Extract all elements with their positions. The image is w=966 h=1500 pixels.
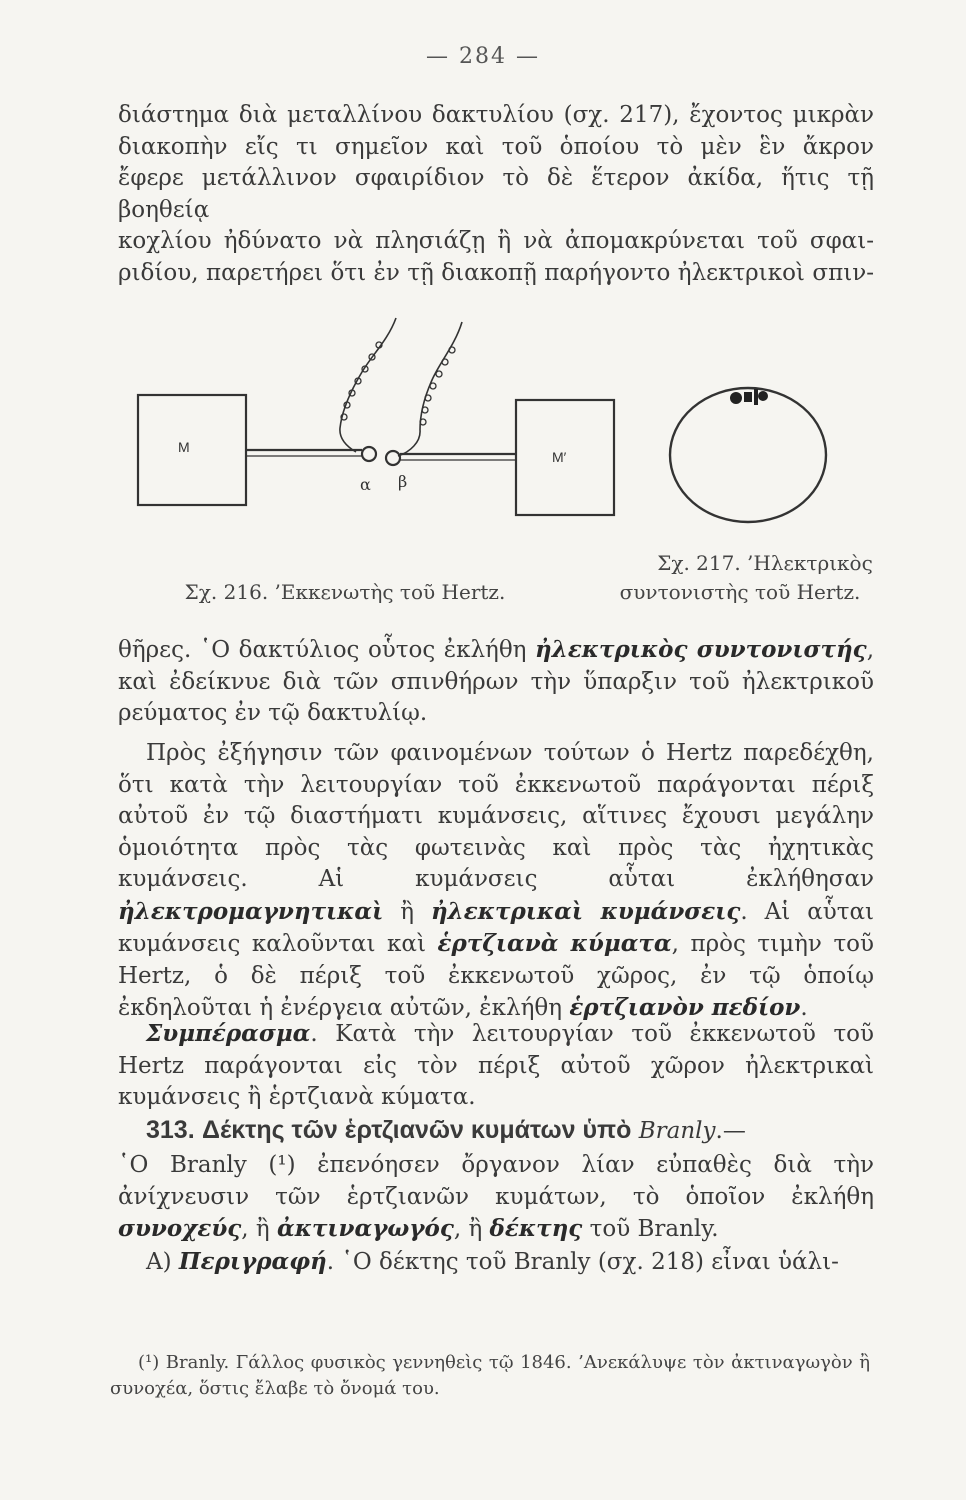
label-alpha: α (360, 475, 371, 494)
page-number: — 284 — (426, 44, 540, 69)
paragraph-3: Πρὸς ἐξήγησιν τῶν φαινομένων τούτων ὁ Hertz παρεδέχθη, ὅτι κατὰ τὴν λειτουργίαν τοῦ ἐκκενωτοῦ παράγονται πέριξ αὐτοῦ ἐν τῷ διαστήματι κυμάνσεις, αἵτινες ἔχουσι μεγάλην ὁμοιότητα πρὸς τὰς φωτεινὰς καὶ πρὸς τὰς ἠχητικὰς κυμάνσεις. Αἱ κυμάνσεις αὗται ἐκλήθησαν ἠλεκτρομαγνητικαὶ ἢ ἠλεκτρικαὶ κυμάνσεις. Αἱ αὗται κυμάνσεις καλοῦνται καὶ ἑρτζιανὰ κύματα, πρὸς τιμὴν τοῦ Hertz, ὁ δὲ πέριξ τοῦ ἐκκενωτοῦ χῶρος, ἐν τῷ ὁποίῳ ἐκδηλοῦται ἡ ἐνέργεια αὐτῶν, ἐκλήθη ἑρτζιανὸν πεδίον. (118, 740, 875, 1021)
section-heading-313: 313. Δέκτης τῶν ἑρτζιανῶν κυμάτων ὑπὸ Branly.— (146, 1116, 746, 1144)
text-line: κοχλίου ἠδύνατο νὰ πλησιάζῃ ἢ νὰ ἀπομακρύνεται τοῦ σφαι- (118, 228, 874, 254)
paragraph-2: θῆρες. ῾Ο δακτύλιος οὗτος ἐκλήθη ἠλεκτρικὸς συντονιστής, καὶ ἐδείκνυε διὰ τῶν σπινθήρων τὴν ὕπαρξιν τοῦ ἠλεκτρικοῦ ρεύματος ἐν τῷ δακτυλίῳ. (118, 636, 874, 726)
right-sphere (386, 451, 400, 465)
left-coil (340, 318, 396, 452)
caption-fig-216: Σχ. 216. ’Εκκενωτὴς τοῦ Hertz. (184, 580, 506, 604)
left-sphere (362, 447, 376, 461)
label-beta: β (398, 472, 408, 491)
paragraph-6: Α) Περιγραφή. ῾Ο δέκτης τοῦ Branly (σχ. 218) εἶναι ὑάλι- (146, 1248, 839, 1275)
label-m-prime: M′ (552, 449, 567, 465)
label-m: M (178, 439, 190, 455)
text-line: διάστημα διὰ μεταλλίνου δακτυλίου (σχ. 217), ἔχοντος μικρὰν (118, 102, 874, 128)
footnote: (¹) Branly. Γάλλος φυσικὸς γεννηθεὶς τῷ 1846. ’Ανεκάλυψε τὸν ἀκτιναγωγὸν ἢ συνοχέα, ὅστις ἔλαβε τὸ ὄνομά του. (110, 1352, 870, 1399)
paragraph-4: Συμπέρασμα. Κατὰ τὴν λειτουργίαν τοῦ ἐκκενωτοῦ τοῦ Hertz παράγονται εἰς τὸν πέριξ αὐτοῦ χῶρον ἠλεκτρικαὶ κυμάνσεις ἢ ἑρτζιανὰ κύματα. (118, 1020, 874, 1110)
text-line: ριδίου, παρετήρει ὅτι ἐν τῇ διακοπῇ παρήγοντο ἠλεκτρικοὶ σπιν- (118, 259, 874, 286)
plate-m (138, 395, 246, 505)
paragraph-5: ῾Ο Branly (¹) ἐπενόησεν ὄργανον λίαν εὐπαθὲς διὰ τὴν ἀνίχνευσιν τῶν ἑρτζιανῶν κυμάτων, τὸ ὁποῖον ἐκλήθη συνοχεύς, ἢ ἀκτιναγωγός, ἢ δέκτης τοῦ Branly. (118, 1152, 874, 1242)
right-coil (398, 322, 462, 456)
caption-fig-217-line2: συντονιστὴς τοῦ Hertz. (619, 580, 861, 604)
resonator-gap (730, 389, 768, 405)
caption-fig-217-line1: Σχ. 217. ’Ηλεκτρικὸς (657, 551, 873, 575)
paragraph-1 (118, 100, 874, 289)
resonator-ring (670, 388, 826, 522)
text-line: ἔφερε μετάλλινον σφαιρίδιον τὸ δὲ ἕτερον ἀκίδα, ἥτις τῇ βοηθείᾳ (118, 165, 874, 223)
text-line: διακοπὴν εἴς τι σημεῖον καὶ τοῦ ὁποίου τὸ μὲν ἓν ἄκρον (118, 133, 874, 160)
